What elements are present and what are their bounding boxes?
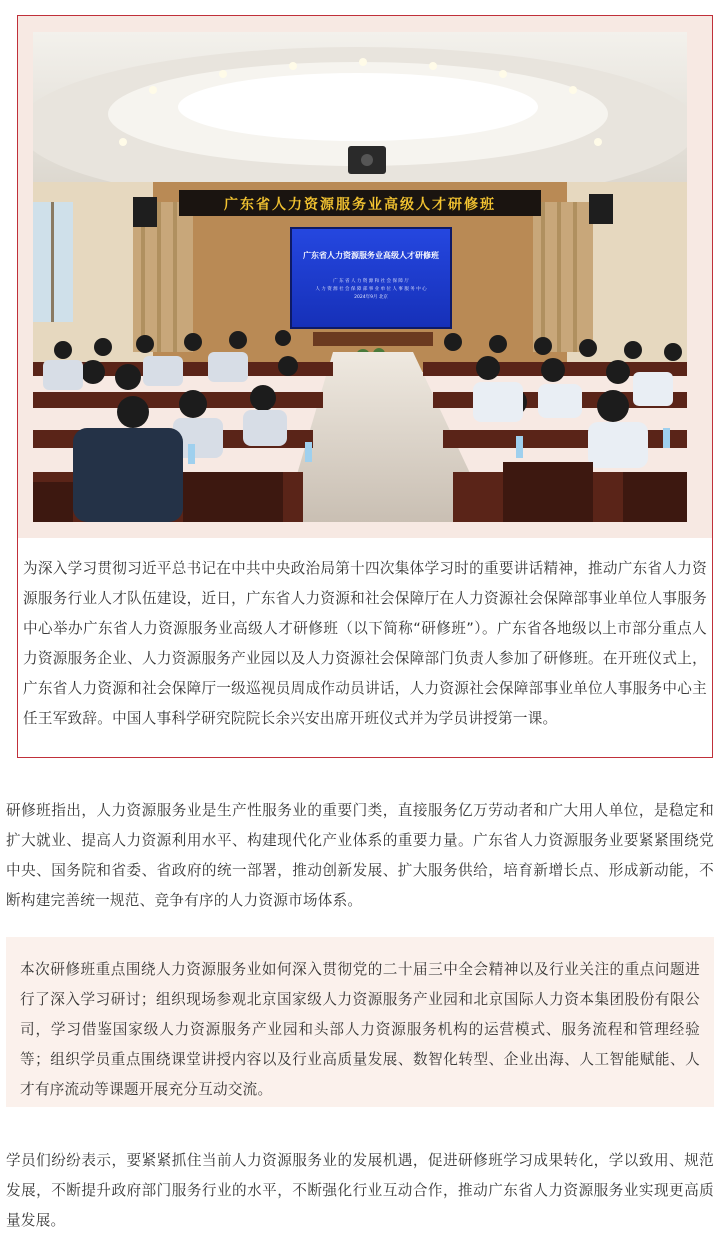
screen-title: 广东省人力资源服务业高级人才研修班 bbox=[303, 251, 439, 260]
intro-card bbox=[17, 15, 713, 758]
conference-photo bbox=[33, 32, 687, 522]
screen-line1: 广 东 省 人 力 资 源 和 社 会 保 障 厅 bbox=[333, 279, 409, 284]
photo-frame bbox=[18, 16, 712, 538]
banner-text: 广东省人力资源服务业高级人才研修班 bbox=[224, 197, 496, 213]
screen-line2: 人 力 资 源 社 会 保 障 部 事 业 单 位 人 事 服 务 中 心 bbox=[315, 287, 427, 292]
highlight-box bbox=[6, 937, 714, 1107]
intro-paragraph: 为深入学习贯彻习近平总书记在中共中央政治局第十四次集体学习时的重要讲话精神，推动广东省人力资源服务行业人才队伍建设，近日，广东省人力资源和社会保障厅在人力资源社会保障部事业单位人事服务中心举办广东省人力资源服务业高级人才研修班（以下简称“研修班”）。广东省各地级以上市部分重点人力资源服务企业、人力资源服务产业园以及人力资源社会保障部门负责人参加了研修班。在开班仪式上，广东省人力资源和社会保障厅一级巡视员周成作动员讲话，人力资源社会保障部事业单位人事服务中心主任王军致辞。中国人事科学研究院院长余兴安出席开班仪式并为学员讲授第一课。 bbox=[23, 560, 707, 727]
paragraph-3: 本次研修班重点围绕人力资源服务业如何深入贯彻党的二十届三中全会精神以及行业关注的重点问题进行了深入学习研讨；组织现场参观北京国家级人力资源服务产业园和北京国际人力资本集团股份有限公司，学习借鉴国家级人力资源服务产业园和头部人力资源服务机构的运营模式、服务流程和管理经验等；组织学员重点围绕课堂讲授内容以及行业高质量发展、数智化转型、企业出海、人工智能赋能、人才有序流动等课题开展充分互动交流。 bbox=[20, 961, 700, 1098]
paragraph-4: 学员们纷纷表示，要紧紧抓住当前人力资源服务业的发展机遇，促进研修班学习成果转化，学以致用、规范发展，不断提升政府部门服务行业的水平，不断强化行业互动合作，推动广东省人力资源服务业实现更高质量发展。 bbox=[6, 1152, 714, 1229]
screen-date: 2024年9月 北京 bbox=[354, 295, 388, 300]
paragraph-2: 研修班指出，人力资源服务业是生产性服务业的重要门类，直接服务亿万劳动者和广大用人单位，是稳定和扩大就业、提高人力资源利用水平、构建现代化产业体系的重要力量。广东省人力资源服务业要紧紧围绕党中央、国务院和省委、省政府的统一部署，推动创新发展、扩大服务供给，培育新增长点、形成新动能，不断构建完善统一规范、竞争有序的人力资源市场体系。 bbox=[6, 802, 714, 909]
